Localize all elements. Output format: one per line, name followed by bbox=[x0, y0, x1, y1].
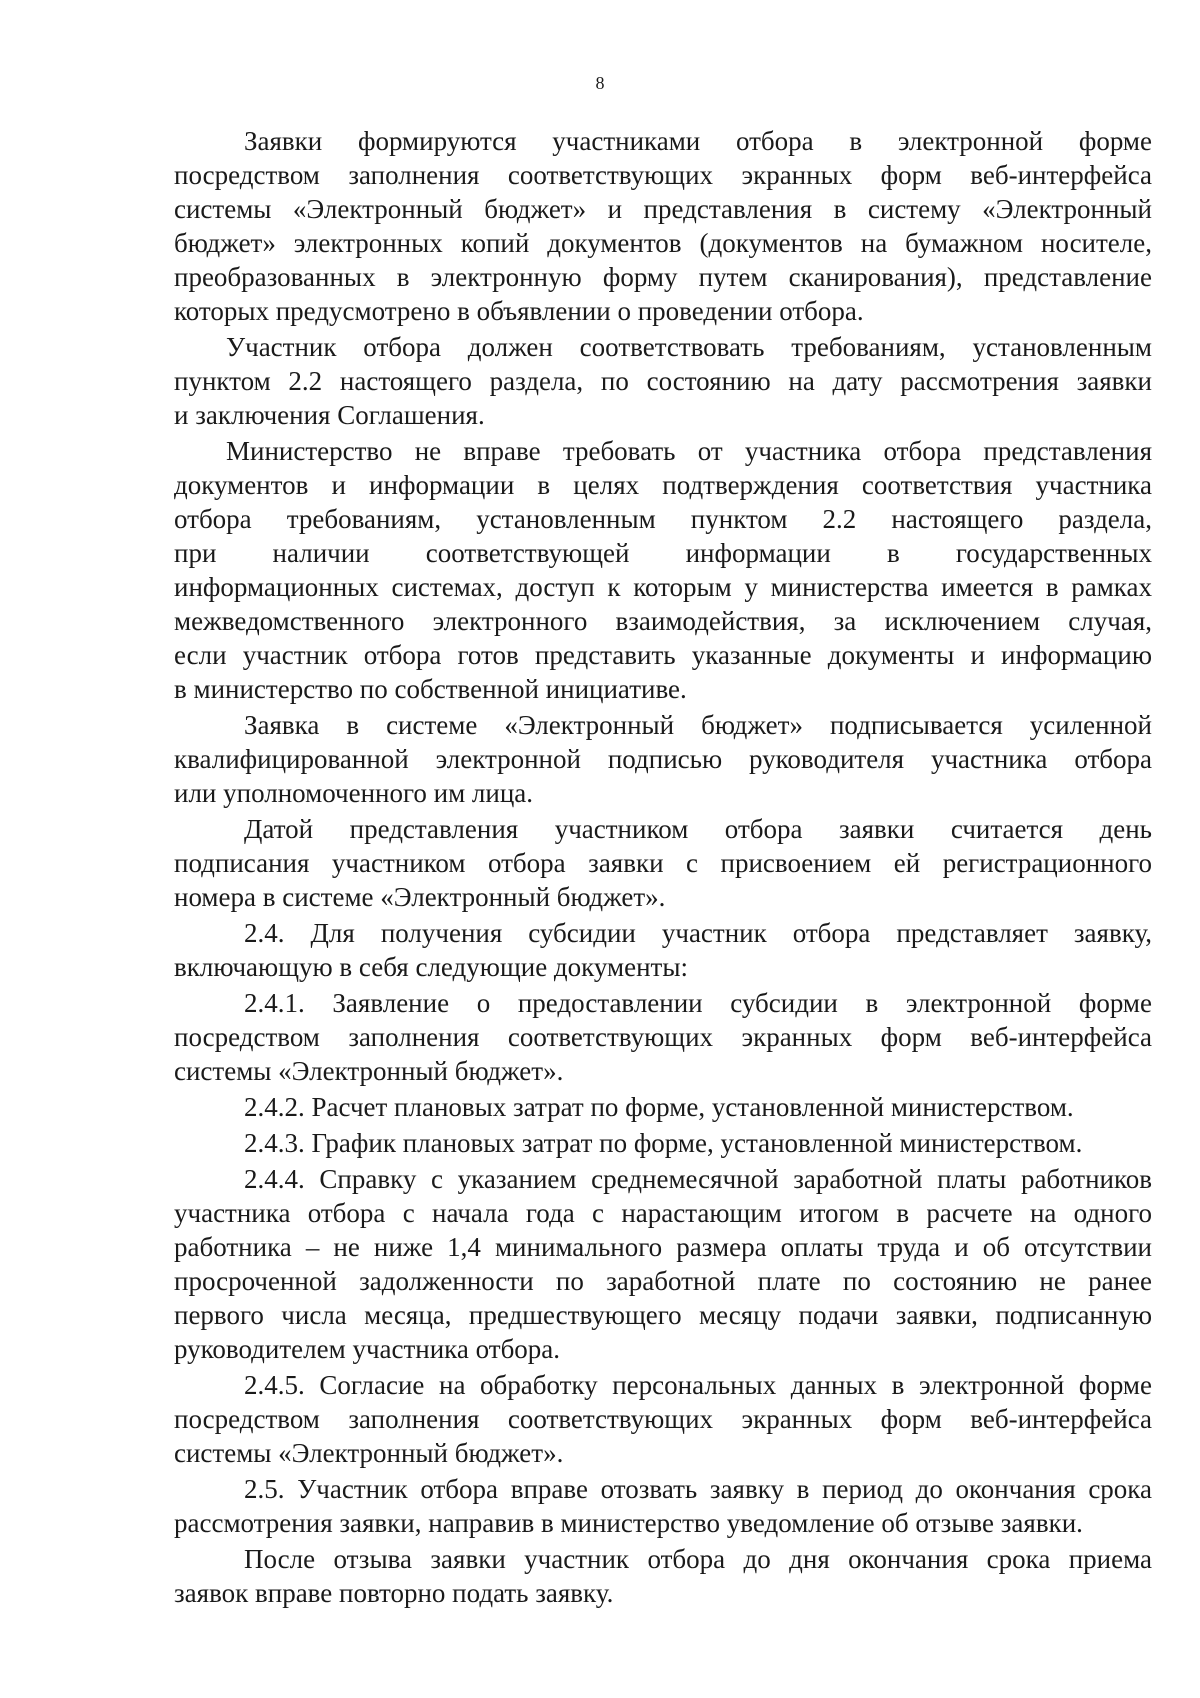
paragraph bbox=[174, 124, 1152, 328]
text-line: 2.4.5. Согласие на обработку персональных данных в электронной форме bbox=[244, 1370, 1152, 1400]
paragraph bbox=[174, 1472, 1152, 1540]
text-line: работника – не ниже 1,4 минимального размера оплаты труда и об отсутствии bbox=[174, 1232, 1152, 1262]
text-line: квалифицированной электронной подписью руководителя участника отбора bbox=[174, 744, 1152, 774]
text-line: которых предусмотрено в объявлении о проведении отбора. bbox=[174, 296, 864, 326]
text-line: 2.5. Участник отбора вправе отозвать заявку в период до окончания срока bbox=[244, 1474, 1152, 1504]
text-line: подписания участником отбора заявки с присвоением ей регистрационного bbox=[174, 848, 1152, 878]
text-line: системы «Электронный бюджет». bbox=[174, 1438, 564, 1468]
text-line: рассмотрения заявки, направив в министерство уведомление об отзыве заявки. bbox=[174, 1508, 1083, 1538]
text-line: Датой представления участником отбора заявки считается день bbox=[244, 814, 1152, 844]
text-line: и заключения Соглашения. bbox=[174, 400, 485, 430]
document-body bbox=[174, 124, 1152, 1612]
text-line: пунктом 2.2 настоящего раздела, по состоянию на дату рассмотрения заявки bbox=[174, 366, 1152, 396]
text-line: Заявка в системе «Электронный бюджет» подписывается усиленной bbox=[244, 710, 1152, 740]
text-line: Министерство не вправе требовать от участника отбора представления bbox=[226, 436, 1152, 466]
text-line: 2.4.1. Заявление о предоставлении субсидии в электронной форме bbox=[244, 988, 1152, 1018]
text-line: системы «Электронный бюджет» и представления в систему «Электронный bbox=[174, 194, 1152, 224]
text-line: просроченной задолженности по заработной плате по состоянию не ранее bbox=[174, 1266, 1152, 1296]
paragraph bbox=[174, 1090, 1152, 1124]
text-line: преобразованных в электронную форму путем сканирования), представление bbox=[174, 262, 1152, 292]
text-line: если участник отбора готов представить указанные документы и информацию bbox=[174, 640, 1152, 670]
text-line: После отзыва заявки участник отбора до дня окончания срока приема bbox=[244, 1544, 1152, 1574]
paragraph bbox=[174, 1162, 1152, 1366]
text-line: документов и информации в целях подтверждения соответствия участника bbox=[174, 470, 1152, 500]
text-line: отбора требованиям, установленным пунктом 2.2 настоящего раздела, bbox=[174, 504, 1152, 534]
text-line: Участник отбора должен соответствовать требованиям, установленным bbox=[226, 332, 1152, 362]
paragraph bbox=[174, 986, 1152, 1088]
paragraph bbox=[174, 1542, 1152, 1610]
paragraph bbox=[174, 330, 1152, 432]
paragraph bbox=[174, 1126, 1152, 1160]
text-line: межведомственного электронного взаимодействия, за исключением случая, bbox=[174, 606, 1152, 636]
paragraph bbox=[174, 812, 1152, 914]
text-line: участника отбора с начала года с нарастающим итогом в расчете на одного bbox=[174, 1198, 1152, 1228]
text-line: системы «Электронный бюджет». bbox=[174, 1056, 564, 1086]
text-line: посредством заполнения соответствующих экранных форм веб-интерфейса bbox=[174, 1404, 1152, 1434]
text-line: посредством заполнения соответствующих экранных форм веб-интерфейса bbox=[174, 1022, 1152, 1052]
paragraph bbox=[174, 916, 1152, 984]
paragraph bbox=[174, 1368, 1152, 1470]
text-line: 2.4.2. Расчет плановых затрат по форме, установленной министерством. bbox=[244, 1092, 1074, 1122]
text-line: при наличии соответствующей информации в государственных bbox=[174, 538, 1152, 568]
text-line: посредством заполнения соответствующих экранных форм веб-интерфейса bbox=[174, 160, 1152, 190]
text-line: номера в системе «Электронный бюджет». bbox=[174, 882, 666, 912]
text-line: бюджет» электронных копий документов (документов на бумажном носителе, bbox=[174, 228, 1152, 258]
paragraph bbox=[174, 708, 1152, 810]
page-number: 8 bbox=[595, 73, 605, 93]
text-line: 2.4.4. Справку с указанием среднемесячной заработной платы работников bbox=[244, 1164, 1152, 1194]
text-line: информационных системах, доступ к которым у министерства имеется в рамках bbox=[174, 572, 1152, 602]
paragraph bbox=[174, 434, 1152, 706]
text-line: в министерство по собственной инициативе. bbox=[174, 674, 687, 704]
text-line: первого числа месяца, предшествующего месяцу подачи заявки, подписанную bbox=[174, 1300, 1152, 1330]
text-line: руководителем участника отбора. bbox=[174, 1334, 561, 1364]
text-line: 2.4.3. График плановых затрат по форме, установленной министерством. bbox=[244, 1128, 1083, 1158]
text-line: заявок вправе повторно подать заявку. bbox=[174, 1578, 614, 1608]
text-line: Заявки формируются участниками отбора в электронной форме bbox=[244, 126, 1152, 156]
text-line: или уполномоченного им лица. bbox=[174, 778, 534, 808]
text-line: включающую в себя следующие документы: bbox=[174, 952, 689, 982]
text-line: 2.4. Для получения субсидии участник отбора представляет заявку, bbox=[244, 918, 1152, 948]
